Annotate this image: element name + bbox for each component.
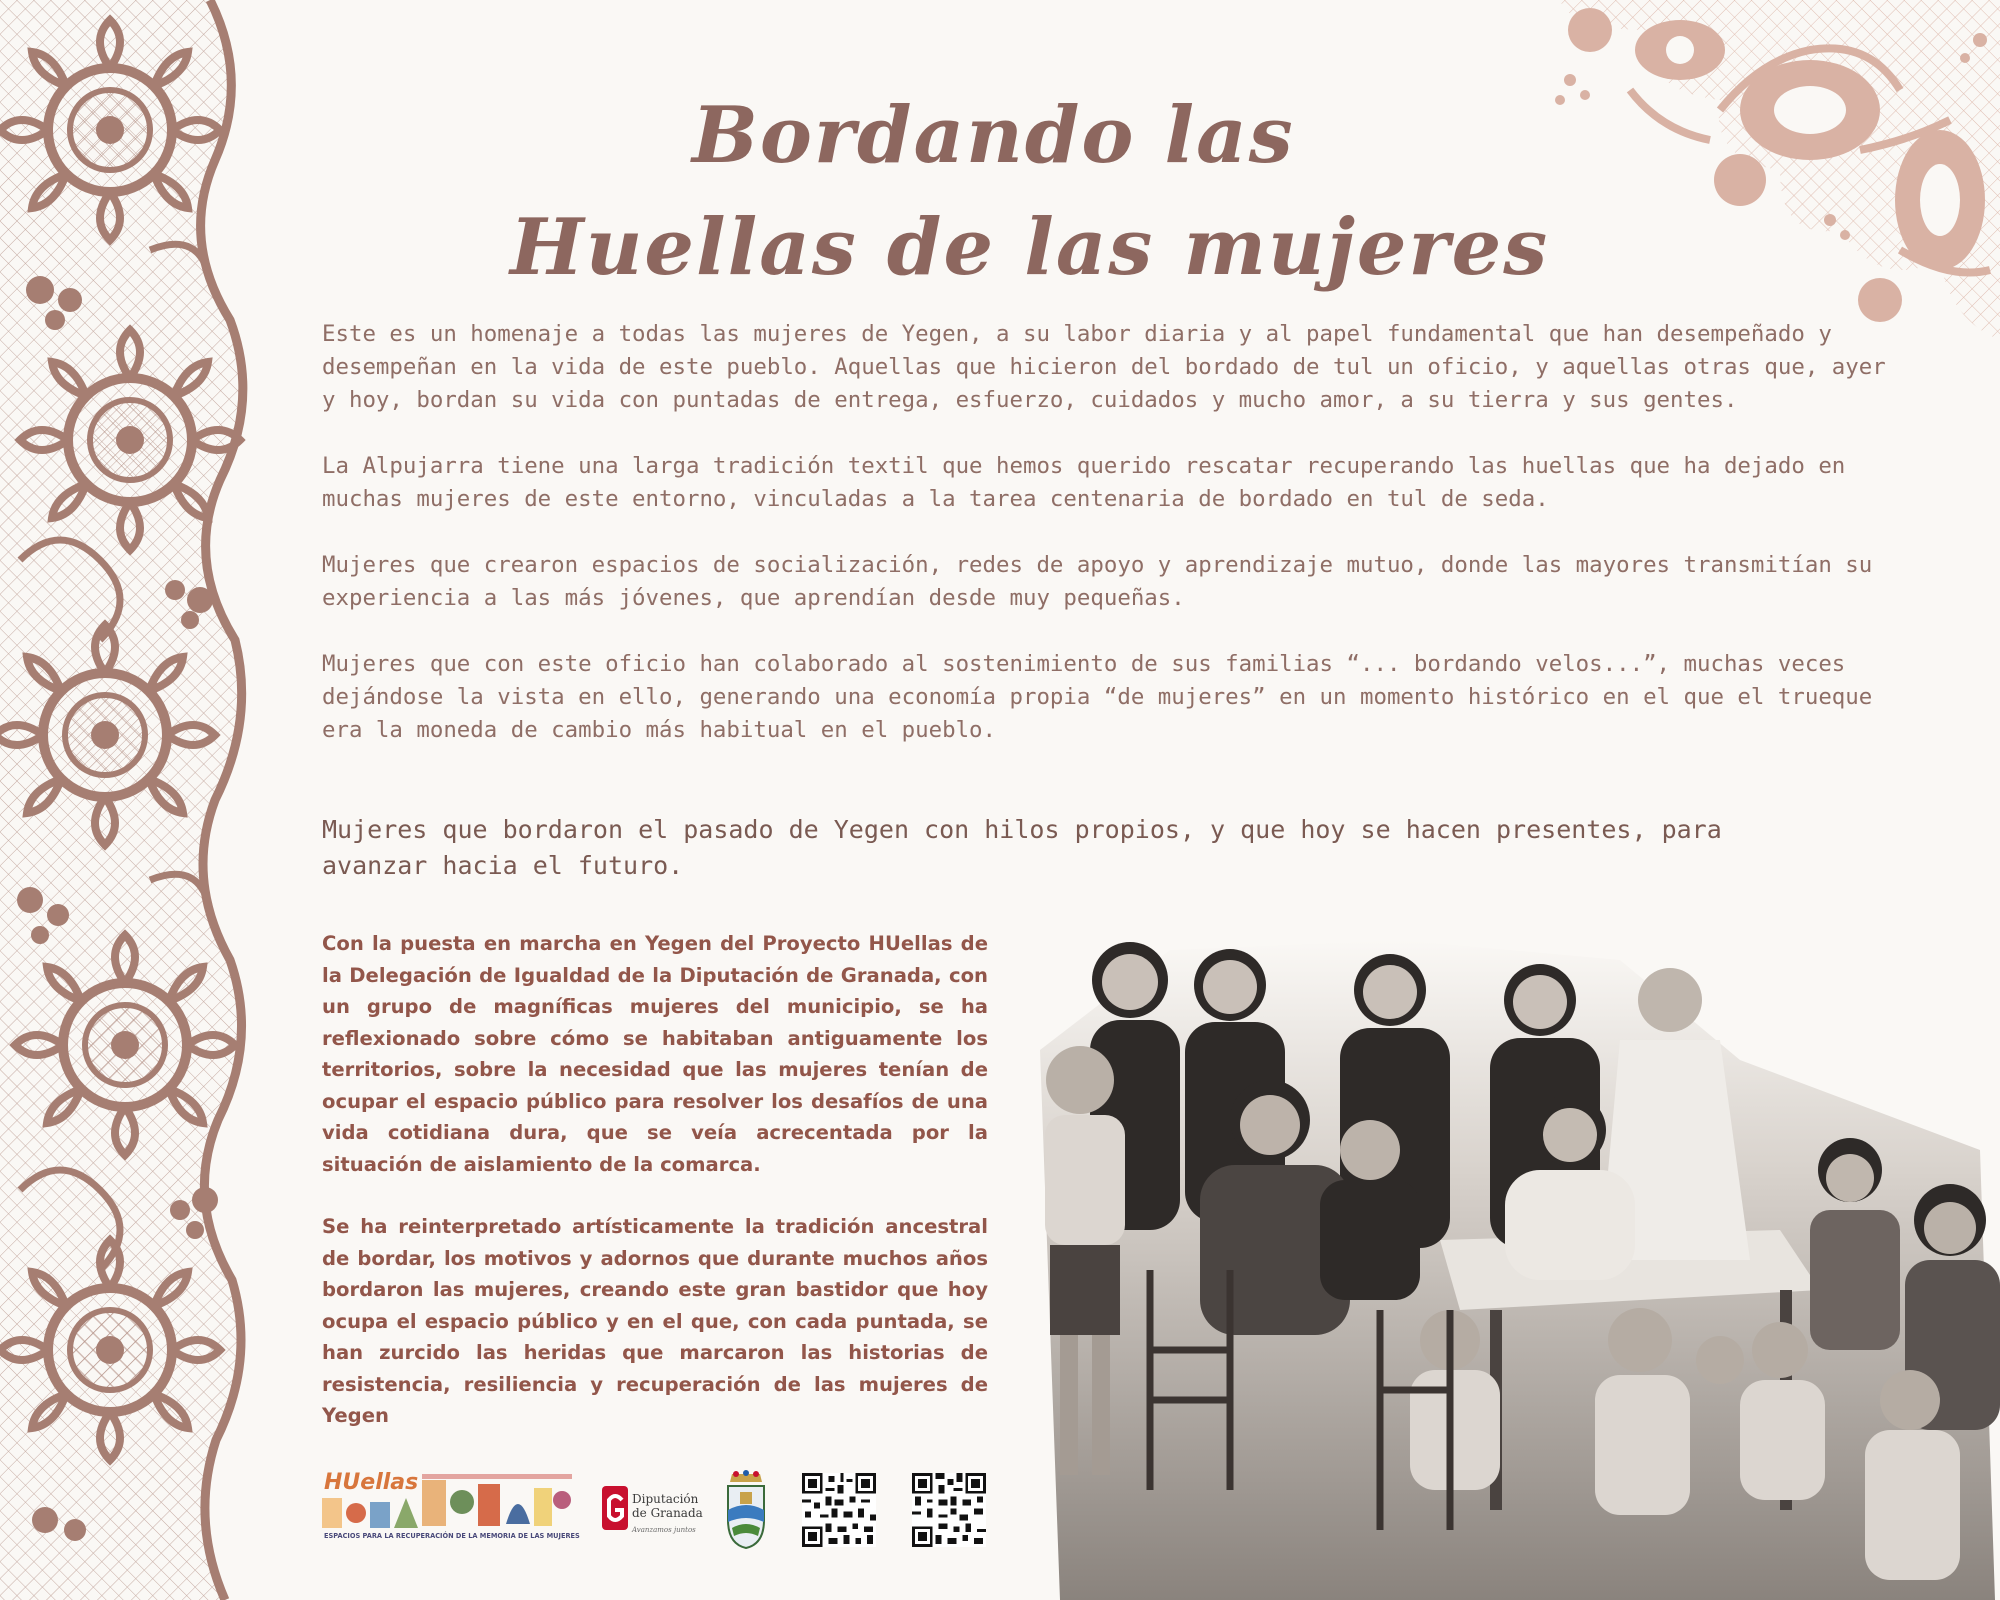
diputacion-name-line-2: de Granada <box>632 1506 703 1520</box>
huellas-logo <box>322 1470 580 1550</box>
diputacion-emblem-icon <box>602 1486 628 1530</box>
lace-border-left <box>0 0 262 1600</box>
diputacion-name <box>632 1492 703 1520</box>
intro-paragraph-4: Mujeres que con este oficio han colaborado al sostenimiento de sus familias “... bordando velos...”, muchas veces dejándose la vista en ello, generando una economía propia “de mujeres” en un momento histórico en el que el trueque era la moneda de cambio más habitual en el pueblo. <box>322 651 1873 743</box>
project-description <box>322 928 988 1463</box>
municipal-coat-of-arms-icon <box>722 1470 770 1550</box>
diputacion-logo <box>602 1476 712 1546</box>
huellas-logo-motifs <box>422 1474 572 1528</box>
closing-statement: Mujeres que bordaron el pasado de Yegen con hilos propios, y que hoy se hacen presentes, para avanzar hacia el futuro. <box>322 815 1722 880</box>
footer-logos <box>322 1470 1002 1550</box>
diputacion-tagline: Avanzamos juntos <box>632 1526 696 1534</box>
qr-code-1-icon[interactable] <box>802 1473 876 1547</box>
diputacion-name-line-1: Diputación <box>632 1492 699 1506</box>
intro-paragraph-2: La Alpujarra tiene una larga tradición textil que hemos querido rescatar recuperando las huellas que ha dejado en muchas mujeres de este entorno, vinculadas a la tarea centenaria de bordado en tul de seda. <box>322 453 1846 512</box>
page-title <box>470 80 1570 304</box>
title-line-1: Bordando las <box>692 90 1295 181</box>
project-paragraph-2: Se ha reinterpretado artísticamente la tradición ancestral de bordar, los motivos y adornos que durante muchos años bordaron las mujeres, creando este gran bastidor que hoy ocupa el espacio público y en el que, con cada puntada, se han zurcido las heridas que marcaron las historias de resistencia, resiliencia y recuperación de las mujeres de Yegen <box>322 1215 988 1427</box>
intro-paragraph-1: Este es un homenaje a todas las mujeres de Yegen, a su labor diaria y al papel fundamental que han desempeñado y desempeñan en la vida de este pueblo. Aquellas que hicieron del bordado de tul un oficio, y aquellas otras que, ayer y hoy, bordan su vida con puntadas de entrega, esfuerzo, cuidados y mucho amor, a su tierra y sus gentes. <box>322 321 1886 413</box>
title-line-2: Huellas de las mujeres <box>510 202 1550 293</box>
qr-code-2-icon[interactable] <box>912 1473 986 1547</box>
intro-paragraph-3: Mujeres que crearon espacios de socialización, redes de apoyo y aprendizaje mutuo, donde las mayores transmitían su experiencia a las más jóvenes, que aprendían desde muy pequeñas. <box>322 552 1873 611</box>
huellas-logo-wordmark: HUellas <box>324 1470 419 1495</box>
huellas-logo-subtitle: ESPACIOS PARA LA RECUPERACIÓN DE LA MEMORIA DE LAS MUJERES <box>324 1532 580 1540</box>
intro-text <box>322 318 1912 780</box>
historic-group-photo <box>1020 930 2000 1600</box>
project-paragraph-1: Con la puesta en marcha en Yegen del Proyecto HUellas de la Delegación de Igualdad de la Diputación de Granada, con un grupo de magníficas mujeres del municipio, se ha reflexionado sobre cómo se habitaban antiguamente los territorios, sobre la necesidad que las mujeres tenían de ocupar el espacio público para resolver los desafíos de una vida cotidiana dura, que se veía acrecentada por la situación de aislamiento de la comarca. <box>322 932 988 1176</box>
huellas-logo-shapes <box>322 1498 418 1528</box>
